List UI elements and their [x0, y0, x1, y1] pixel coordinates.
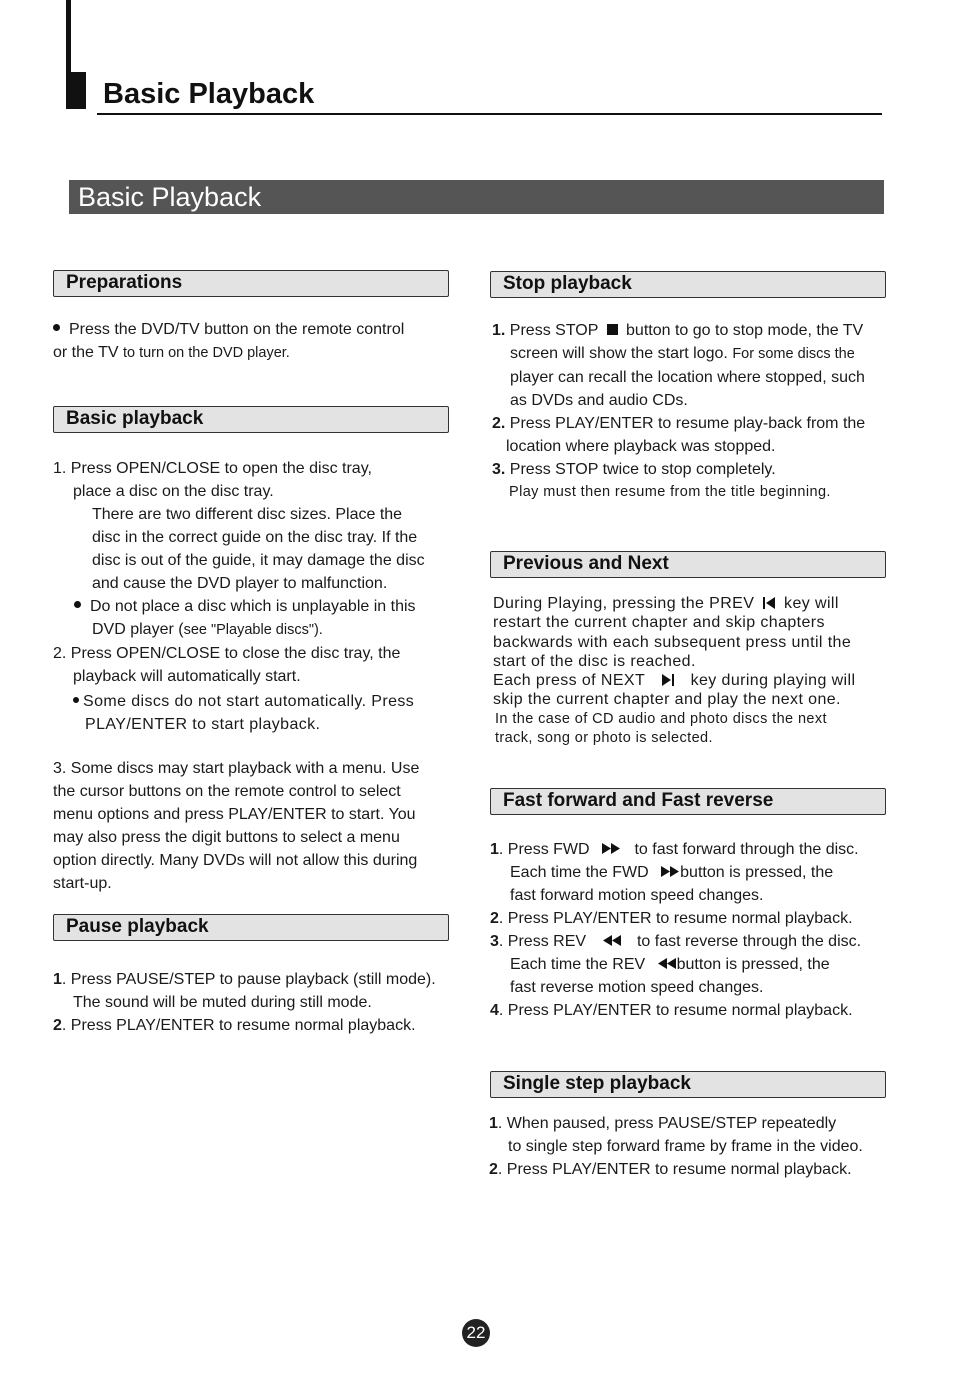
section-header-pause-playback: Pause playback	[53, 914, 449, 941]
fast-forward-icon	[661, 866, 679, 877]
section-header-preparations: Preparations	[53, 270, 449, 297]
title-rule	[97, 113, 882, 115]
basic-playback-text: 1. Press OPEN/CLOSE to open the disc tray, place a disc on the disc tray. There are two different disc sizes. Place the disc in the correct guide on the disc tray. If the disc is out of the guide, it may damage the disc and cause the DVD player to malfunction. Do not place a disc which is unplayable in this DVD player (see "Playable discs"). 2. Press OPEN/CLOSE to close the disc tray, the playback will automatically start. Some discs do not start automatically. Press PLAY/ENTER to start playback.	[53, 460, 425, 733]
section-header-previous-next: Previous and Next	[490, 551, 886, 578]
stop-square-icon	[607, 324, 618, 335]
fast-reverse-icon	[603, 935, 621, 946]
section-header-basic-playback: Basic playback	[53, 406, 449, 433]
stop-playback-text: 1. Press STOP button to go to stop mode, the TV screen will show the start logo. For some discs the player can recall the location where stopped, such as DVDs and audio CDs. 2. Press PLAY/ENTER to resume play-back from the location where playback was stopped. 3. Press STOP twice to stop completely. Play must then resume from the title beginning.	[492, 322, 866, 500]
basic-playback-menu-text: 3. Some discs may start playback with a menu. Use the cursor buttons on the remote control to select menu options and press PLAY/ENTER to start. You may also press the digit buttons to select a menu option directly. Many DVDs will not allow this during start-up.	[53, 760, 420, 892]
section-header-stop-playback: Stop playback	[490, 271, 886, 298]
section-header-fast-forward-reverse: Fast forward and Fast reverse	[490, 788, 886, 815]
bullet-icon	[73, 697, 79, 703]
bullet-icon	[53, 324, 60, 331]
fast-forward-icon	[602, 843, 620, 854]
skip-next-icon	[662, 674, 674, 686]
section-banner: Basic Playback	[69, 180, 884, 214]
preparations-text: Press the DVD/TV button on the remote control or the TV to turn on the DVD player.	[53, 321, 405, 361]
header-block	[66, 72, 86, 109]
page-number: 22	[462, 1319, 490, 1347]
single-step-text: 1. When paused, press PAUSE/STEP repeatedly to single step forward frame by frame in the video. 2. Press PLAY/ENTER to resume normal playback.	[489, 1115, 863, 1178]
fast-reverse-icon	[658, 958, 676, 969]
bullet-icon	[74, 601, 81, 608]
previous-next-text: During Playing, pressing the PREV key will restart the current chapter and skip chapters backwards with each subsequent press until the start of the disc is reached. Each press of NEXT key during playing will skip the current chapter and play the next one. In the case of CD audio and photo discs the next track, song or photo is selected.	[493, 595, 856, 747]
page-title: Basic Playback	[103, 78, 315, 110]
pause-playback-text: 1. Press PAUSE/STEP to pause playback (still mode). The sound will be muted during still mode. 2. Press PLAY/ENTER to resume normal playback.	[53, 971, 436, 1034]
fast-forward-reverse-text: 1. Press FWD to fast forward through the disc. Each time the FWD button is pressed, the fast forward motion speed changes. 2. Press PLAY/ENTER to resume normal playback. 3. Press REV to fast reverse through the disc. Each time the REV button is pressed, the fast reverse motion speed changes. 4. Press PLAY/ENTER to resume normal playback.	[490, 841, 862, 1019]
skip-previous-icon	[763, 597, 775, 609]
section-header-single-step: Single step playback	[490, 1071, 886, 1098]
